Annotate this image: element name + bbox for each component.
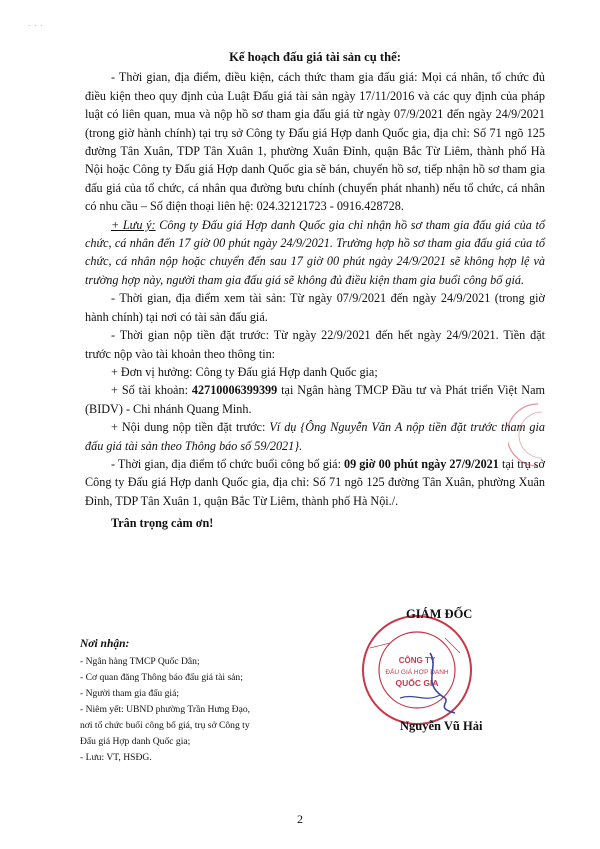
closing-thanks: Trân trọng cảm ơn! (111, 516, 214, 531)
account-label: + Số tài khoản: (111, 383, 192, 398)
paragraph-beneficiary: + Đơn vị hưởng: Công ty Đấu giá Hợp danh Quốc gia; (111, 364, 378, 379)
account-bank: tại Ngân hàng TMCP Đầu tư và Phát triển Việt Nam (BIDV) - Chi nhánh Quang Minh. (85, 383, 545, 416)
note-text: Công ty Đấu giá Hợp danh Quốc gia chỉ nhận hồ sơ tham gia đấu giá của tổ chức, cá nhân đến 17 giờ 00 phút ngày 24/9/2021. Trường hợp hồ sơ tham gia đấu giá của tổ chức, cá nhân nộp hoặc chuyển đến sau 17 giờ 00 phút ngày 24/9/2021 sẽ không hợp lệ và trường hợp này, người tham gia đấu giá sẽ không đủ điều kiện tham gia buổi công bố giá. (85, 217, 546, 287)
recipient-item: Đấu giá Hợp danh Quốc gia; (80, 736, 191, 747)
svg-text:CÔNG TY: CÔNG TY (398, 656, 436, 665)
recipient-item: - Người tham gia đấu giá; (80, 688, 179, 699)
recipient-item: - Lưu: VT, HSĐG. (80, 752, 152, 763)
recipients-heading: Nơi nhận: (80, 638, 130, 650)
page-number: 2 (297, 812, 303, 826)
recipient-item: nơi tổ chức buổi công bố giá, trụ sở Công ty (80, 720, 250, 731)
recipient-item: - Niêm yết: UBND phường Trần Hưng Đạo, (80, 704, 251, 715)
paragraph-participation: - Thời gian, địa điểm, điều kiện, cách thức tham gia đấu giá: Mọi cá nhân, tổ chức đủ điều kiện theo quy định của Luật Đấu giá tài sản ngày 17/11/2016 và các quy định của pháp luật có liên quan, mua và nộp hồ sơ tham gia đấu giá từ ngày 07/9/2021 đến ngày 24/9/2021 (trong giờ hành chính) tại trụ sở Công ty Đấu giá Hợp danh Quốc gia, địa chỉ: Số 71 ngõ 125 đường Tân Xuân, TDP Tân Xuân 1, phường Xuân Đỉnh, quận Bắc Từ Liêm, thành phố Hà Nội hoặc Công ty Đấu giá Hợp danh Quốc gia sẽ bán, chuyển hồ sơ, tiếp nhận hồ sơ tham gia đấu giá của tổ chức, cá nhân qua đường bưu chính (chuyển phát nhanh) nếu tổ chức, cá nhân có nhu cầu – Số điện thoại liên hệ: 024.32121723 - 0916.428728. (85, 70, 545, 214)
signer-role: GIÁM ĐỐC (406, 607, 473, 621)
note-lead: + Lưu ý: (111, 217, 156, 232)
announcement-place: tại trụ sở Công ty Đấu giá Hợp danh Quốc gia, địa chỉ: Số 71 ngõ 125 đường Tân Xuân, phường Xuân Đỉnh, TDP Tân Xuân 1, quận Bắc Từ Liêm, thành phố Hà Nội./. (85, 456, 545, 508)
announcement-label: - Thời gian, địa điểm tổ chức buổi công bố giá: (111, 456, 345, 471)
section-title: Kế hoạch đấu giá tài sản cụ thể: (229, 50, 401, 64)
paragraph-deposit-content (85, 418, 545, 455)
signature-block (360, 607, 520, 737)
paragraph-note (85, 216, 545, 290)
document-body (85, 48, 545, 545)
recipients-block (80, 636, 350, 766)
signer-name: Nguyễn Vũ Hải (400, 719, 483, 733)
account-number: 42710006399399 (191, 383, 278, 398)
recipient-item: - Cơ quan đăng Thông báo đấu giá tài sản; (80, 672, 243, 683)
paragraph-announcement (85, 455, 545, 510)
svg-text:ĐẤU GIÁ HỢP DANH: ĐẤU GIÁ HỢP DANH (385, 669, 449, 676)
scan-mark: · · · (28, 22, 44, 30)
recipient-item: - Ngân hàng TMCP Quốc Dân; (80, 656, 200, 667)
svg-text:QUỐC GIA: QUỐC GIA (395, 678, 439, 688)
paragraph-viewing: - Thời gian, địa điểm xem tài sản: Từ ngày 07/9/2021 đến ngày 24/9/2021 (trong giờ hành chính) tại nơi có tài sản đấu giá. (85, 291, 545, 324)
company-seal (360, 613, 475, 728)
deposit-content-example: Ví dụ {Ông Nguyễn Văn A nộp tiền đặt trước tham gia đấu giá tài sản theo Thông báo số 59/2021}. (85, 420, 545, 453)
edge-stamp-mark (508, 400, 542, 470)
paragraph-deposit-time: - Thời gian nộp tiền đặt trước: Từ ngày 22/9/2021 đến hết ngày 24/9/2021. Tiền đặt trước nộp vào tài khoản theo thông tin: (85, 328, 545, 361)
deposit-content-label: + Nội dung nộp tiền đặt trước: (111, 420, 270, 435)
announcement-time: 09 giờ 00 phút ngày 27/9/2021 (344, 456, 499, 471)
paragraph-account (85, 381, 545, 418)
